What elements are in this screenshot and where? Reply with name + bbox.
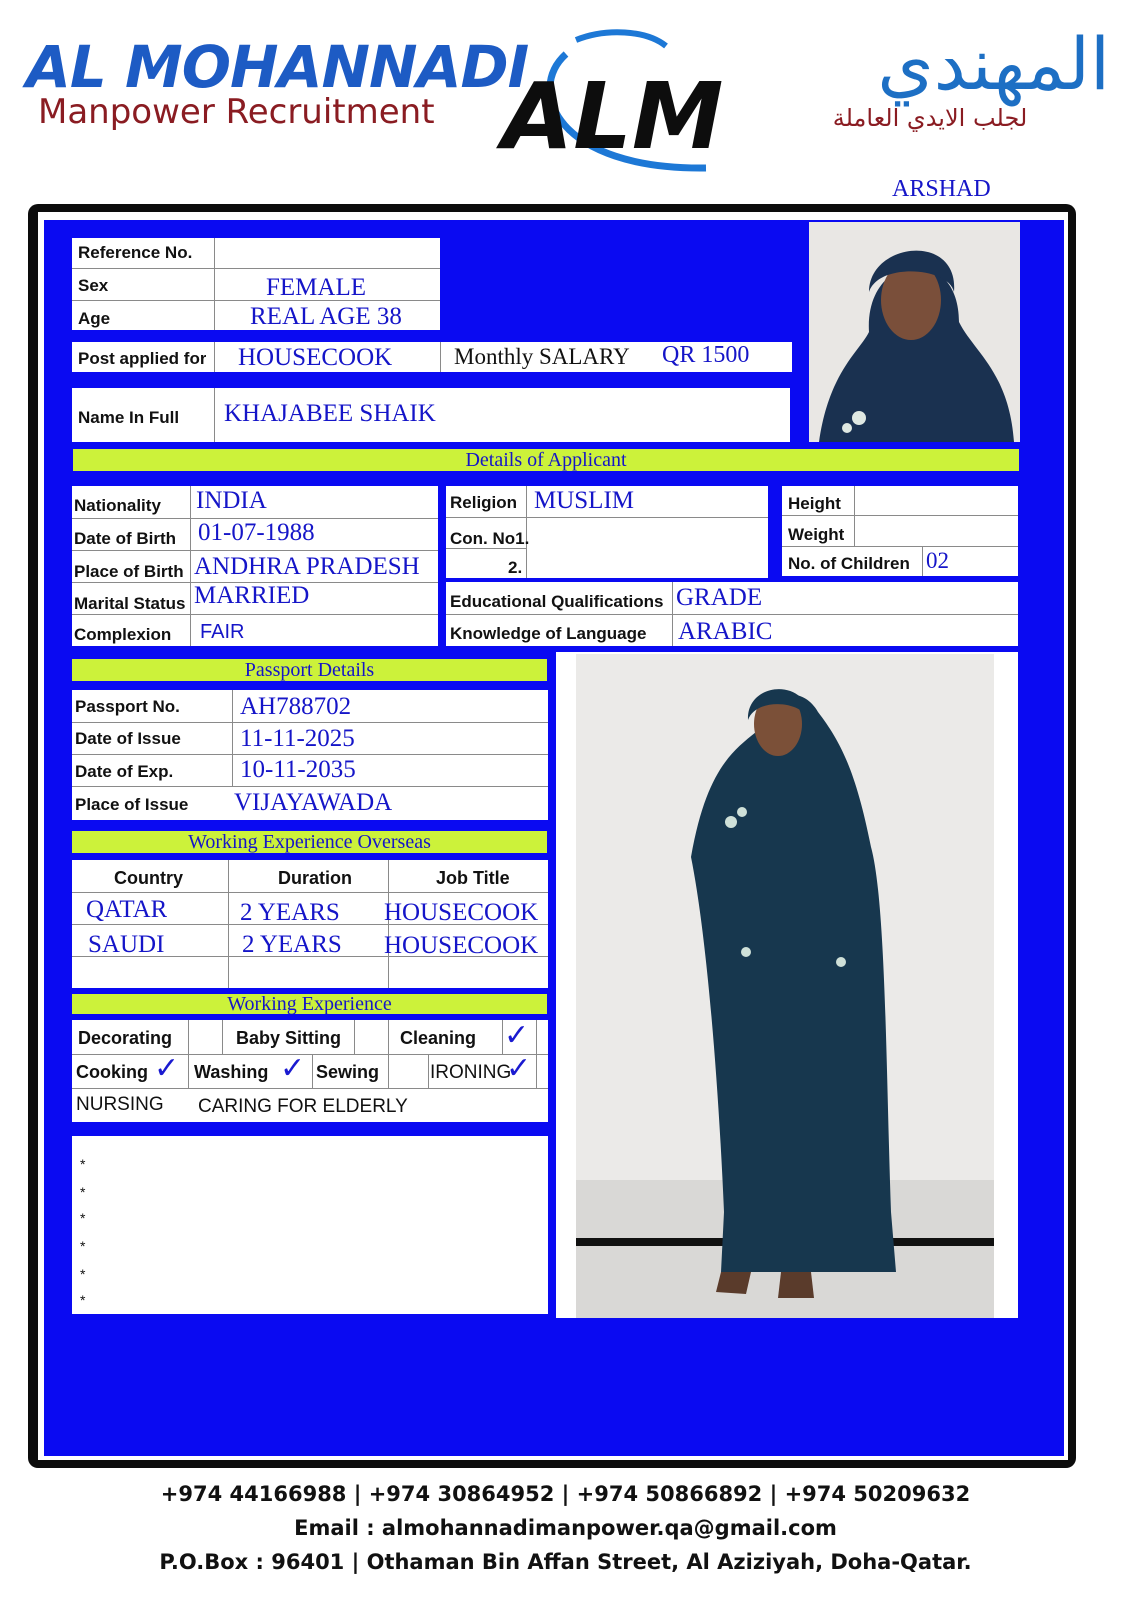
cleaning-checkmark-icon: ✓ [504,1018,530,1053]
section-title-skills: Working Experience [72,994,547,1014]
top-info-table [72,238,440,330]
complexion-label: Complexion [74,625,172,644]
passport-expiry-label: Date of Exp. [75,762,174,781]
overseas-row2-duration: 2 YEARS [242,931,342,958]
skill-ironing-label: IRONING [430,1062,512,1083]
skill-caring-label: CARING FOR ELDERLY [198,1096,408,1117]
children-value: 02 [926,548,949,573]
note-marker: * [80,1156,86,1172]
applicant-left-table [72,486,438,646]
note-marker: * [80,1266,86,1282]
passport-number-value: AH788702 [240,693,352,720]
reference-label: Reference No. [78,243,193,262]
skill-washing-label: Washing [194,1062,269,1082]
applicant-headshot-photo [809,222,1020,442]
skill-sewing-label: Sewing [316,1062,380,1082]
alm-logo-icon [496,20,736,180]
post-value: HOUSECOOK [238,344,393,371]
salary-label: Monthly SALARY [454,344,630,369]
overseas-row1-duration: 2 YEARS [240,899,340,926]
passport-place-value: VIJAYAWADA [234,789,393,816]
overseas-header-duration: Duration [278,868,352,888]
language-value: ARABIC [678,618,773,645]
skill-decorating-label: Decorating [78,1028,173,1048]
name-label: Name In Full [78,408,180,427]
language-label: Knowledge of Language [450,624,647,643]
dob-value: 01-07-1988 [198,519,315,546]
passport-place-label: Place of Issue [75,795,189,814]
note-marker: * [80,1292,86,1308]
skills-table [72,1020,548,1122]
applicant-full-photo-frame [556,652,1018,1318]
skill-baby-sitting-label: Baby Sitting [236,1028,342,1048]
passport-issue-label: Date of Issue [75,729,181,748]
note-marker: * [80,1184,86,1200]
marital-value: MARRIED [194,582,310,609]
age-label: Age [78,309,111,328]
religion-value: MUSLIM [534,487,635,514]
logo-mark-text: ALM [502,63,724,170]
full-body-figure-icon [556,652,1018,1318]
passport-table [72,690,548,820]
passport-number-label: Passport No. [75,697,180,716]
salary-value: QR 1500 [662,342,750,368]
overseas-row2-country: SAUDI [88,931,165,958]
passport-expiry-value: 10-11-2035 [240,756,356,783]
overseas-header-country: Country [114,868,183,888]
name-value: KHAJABEE SHAIK [224,400,436,427]
contact1-label: Con. No1. [450,529,530,548]
skill-cooking-label: Cooking [76,1062,148,1082]
name-row [72,388,790,442]
footer-phones: +974 44166988 | +974 30864952 | +974 50866892 | +974 50209632 [160,1482,971,1506]
footer-email[interactable]: Email : almohannadimanpower.qa@gmail.com [294,1516,837,1540]
ironing-checkmark-icon: ✓ [506,1051,532,1086]
note-marker: * [80,1238,86,1254]
logo-text-arabic: المهندي [877,22,1110,106]
complexion-value: FAIR [200,621,245,643]
nationality-value: INDIA [196,487,267,514]
overseas-row1-job: HOUSECOOK [384,899,539,926]
agent-name: ARSHAD [892,176,991,202]
religion-label: Religion [450,493,518,512]
skill-cleaning-label: Cleaning [400,1028,477,1048]
post-row [72,342,792,372]
dob-label: Date of Birth [74,529,176,548]
section-title-passport: Passport Details [72,659,547,681]
cooking-checkmark-icon: ✓ [154,1051,180,1086]
skill-nursing-label: NURSING [76,1094,164,1115]
sex-label: Sex [78,276,109,295]
logo-text-english: AL MOHANNADI [26,33,529,101]
weight-label: Weight [788,525,845,544]
education-label: Educational Qualifications [450,592,664,611]
education-language-table [446,582,1018,646]
contact2-label: 2. [508,558,523,577]
applicant-right-table [782,486,1018,576]
pob-label: Place of Birth [74,562,184,581]
headshot-figure-icon [809,222,1020,442]
post-label: Post applied for [78,349,207,368]
nationality-label: Nationality [74,496,161,515]
education-value: GRADE [676,584,763,611]
overseas-row1-country: QATAR [86,896,168,923]
overseas-table [72,860,548,988]
logo-subtitle-english: Manpower Recruitment [38,92,435,132]
height-label: Height [788,494,841,513]
washing-checkmark-icon: ✓ [280,1051,306,1086]
notes-box [72,1136,548,1314]
logo-subtitle-arabic: لجلب الايدي العاملة [832,104,1028,132]
footer-address: P.O.Box : 96401 | Othaman Bin Affan Street, Al Aziziyah, Doha-Qatar. [159,1550,972,1574]
passport-issue-value: 11-11-2025 [240,725,355,752]
pob-value: ANDHRA PRADESH [194,553,420,580]
section-title-overseas: Working Experience Overseas [72,831,547,853]
overseas-row2-job: HOUSECOOK [384,932,539,959]
children-label: No. of Children [788,554,910,573]
age-value: REAL AGE 38 [250,303,402,330]
overseas-header-job: Job Title [436,868,510,888]
applicant-middle-table [446,486,768,578]
marital-label: Marital Status [74,594,186,613]
sex-value: FEMALE [266,274,366,301]
section-title-applicant: Details of Applicant [73,449,1019,471]
note-marker: * [80,1210,86,1226]
